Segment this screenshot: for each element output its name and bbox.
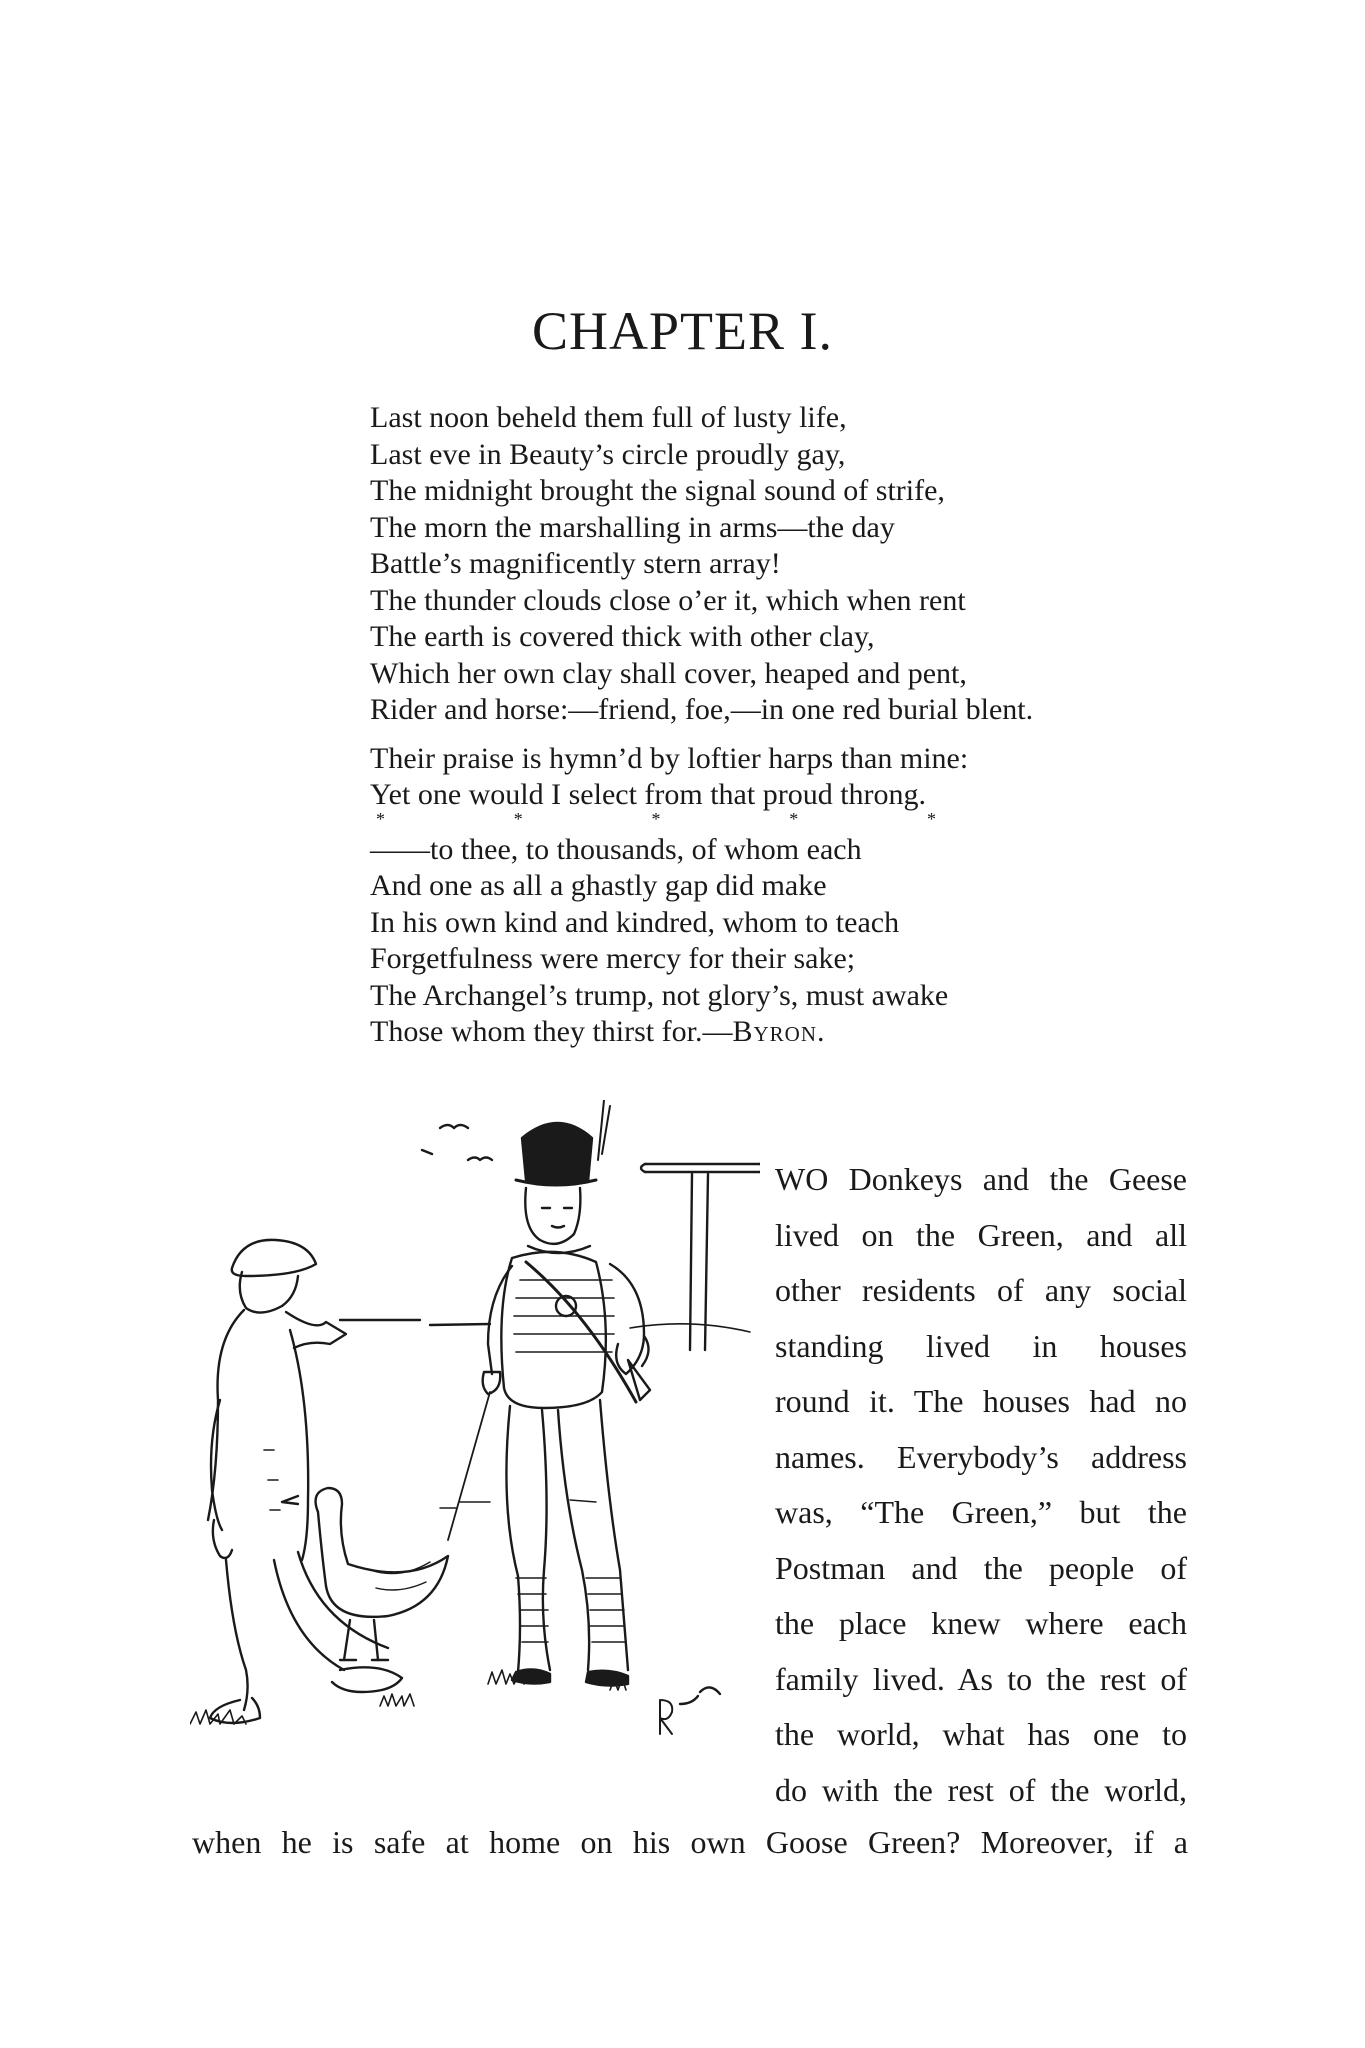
bird-icon <box>440 1125 468 1128</box>
paragraph-line: the place knew where each <box>775 1605 1187 1641</box>
paragraph-line: other residents of any social <box>775 1272 1187 1308</box>
paragraph-line: family lived. As to the rest of <box>775 1660 1187 1697</box>
poem-line-attribution <box>370 1014 1170 1051</box>
poem-line: ——to thee, to thousands, of whom each <box>370 832 862 866</box>
paragraph-line: names. Everybody’s address <box>775 1438 1187 1475</box>
signature-text: R C <box>660 1689 680 1703</box>
star: * <box>513 808 523 829</box>
star: * <box>789 808 799 829</box>
poem-line: The thunder clouds close o’er it, which when rent <box>370 583 966 617</box>
artist-signature <box>660 1687 720 1734</box>
drop-cap-signpost <box>641 1131 760 1350</box>
chapter-title: CHAPTER I. <box>531 301 833 361</box>
paragraph-line: lived on the Green, and all <box>775 1216 1187 1253</box>
star: * <box>651 808 661 829</box>
poem-end-period: . <box>816 1015 825 1048</box>
poem-line: Last noon beheld them full of lusty life, <box>370 401 847 434</box>
poem-line: Which her own clay shall cover, heaped and pent, <box>370 656 967 690</box>
poem-line: Rider and horse:—friend, foe,—in one red burial blent. <box>370 693 1034 726</box>
boy-figure <box>208 1240 402 1723</box>
paragraph-line: Postman and the people of <box>775 1549 1187 1586</box>
opening-paragraph-wrapped <box>775 1152 1187 1818</box>
paragraph-line: was, “The Green,” but the <box>775 1494 1187 1530</box>
paragraph-line: do with the rest of the world, <box>775 1771 1187 1808</box>
poem-line: In his own kind and kindred, whom to teach <box>370 905 900 939</box>
epigraph-poem <box>370 400 1170 1063</box>
poem-line: The morn the marshalling in arms—the day <box>370 510 895 544</box>
soldier-figure <box>448 1100 650 1686</box>
poem-line: And one as all a ghastly gap did make <box>370 869 827 902</box>
poem-last-line: Those whom they thirst for.— <box>370 1015 733 1048</box>
poem-stanza-1 <box>370 400 1170 729</box>
bird-icon <box>468 1158 492 1161</box>
poem-stanza-3 <box>370 832 1170 1051</box>
poem-line: Last eve in Beauty’s circle proudly gay, <box>370 437 846 471</box>
bird-icon <box>422 1150 432 1154</box>
poem-stanza-2 <box>370 741 1170 814</box>
paragraph-line: round it. The houses had no <box>775 1383 1187 1419</box>
paragraph-line: standing lived in houses <box>775 1327 1187 1364</box>
star: * <box>376 808 385 829</box>
poem-author: Byron <box>732 1015 817 1048</box>
grass-tufts <box>190 1670 626 1724</box>
poem-line: The earth is covered thick with other clay, <box>370 620 875 653</box>
poem-line: The Archangel’s trump, not glory’s, must awake <box>370 978 949 1012</box>
horizon-line <box>340 1320 490 1325</box>
star: * <box>927 808 936 829</box>
paragraph-line: the world, what has one to <box>775 1716 1187 1752</box>
ground-dashes <box>440 1500 596 1508</box>
soldier-and-boy-illustration <box>190 1100 760 1760</box>
poem-line: Battle’s magnificently stern array! <box>370 547 781 580</box>
poem-line: Their praise is hymn’d by loftier harps than mine: <box>370 741 969 775</box>
drop-cap-letter: T <box>698 1131 706 1145</box>
paragraph-line: WO Donkeys and the Geese <box>775 1161 1187 1197</box>
poem-line: The midnight brought the signal sound of strife, <box>370 474 945 507</box>
paragraph-full-width-line: when he is safe at home on his own Goose Green? Moreover, if a <box>192 1824 1188 1860</box>
poem-line: Yet one would I select from that proud throng. <box>370 778 927 811</box>
poem-line: Forgetfulness were mercy for their sake; <box>370 942 856 975</box>
